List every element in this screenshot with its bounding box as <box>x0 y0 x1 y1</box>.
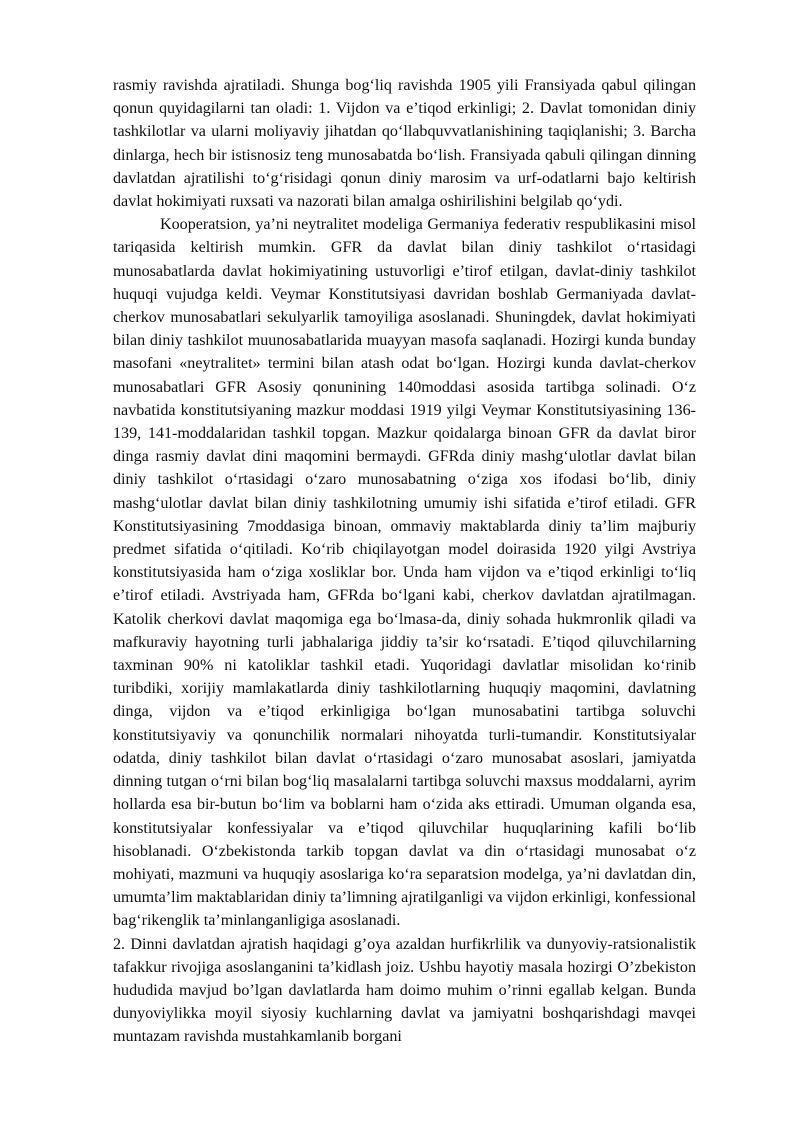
document-page <box>113 74 696 1049</box>
paragraph-separation-idea: 2. Dinni davlatdan ajratish haqidagi g’oya azaldan hurfikrlilik va dunyoviy-ratsionalistik tafakkur rivojiga asoslanganini ta’kidlash joiz. Ushbu hayotiy masala hozirgi O’zbekiston hududida mavjud bo’lgan davlatlarda ham doimo muhim o’rinni egallab kelgan. Bunda dunyoviylikka moyil siyosiy kuchlarning davlat va jamiyatni boshqarishdagi mavqei muntazam ravishda mustahkamlanib borgani <box>113 935 696 1046</box>
paragraph-cooperation-model: Kooperatsion, ya’ni neytralitet modeliga Germaniya federativ respublikasini misol tariqasida keltirish mumkin. GFR da davlat bilan diniy tashkilot o‘rtasidagi munosabatlarda davlat hokimiyatining ustuvorligi e’tirof etilgan, davlat-diniy tashkilot huquqi vujudga keldi. Veymar Konstitutsiyasi davridan boshlab Germaniyada davlat-cherkov munosabatlari sekulyarlik tamoyiliga asoslanadi. Shuningdek, davlat hokimiyati bilan diniy tashkilot muunosabatlarida muayyan masofa saqlanadi. Hozirgi kunda bunday masofani «neytralitet» termini bilan atash odat bo‘lgan. Hozirgi kunda davlat-cherkov munosabatlari GFR Asosiy qonunining 140moddasi asosida tartibga solinadi. O‘z navbatida konstitutsiyaning mazkur moddasi 1919 yilgi Veymar Konstitutsiyasining 136-139, 141-moddalaridan tashkil topgan. Mazkur qoidalarga binoan GFR da davlat biror dinga rasmiy davlat dini maqomini bermaydi. GFRda diniy mashg‘ulotlar davlat bilan diniy tashkilot o‘rtasidagi o‘zaro munosabatning o‘ziga xos ifodasi bo‘lib, diniy mashg‘ulotlar davlat bilan diniy tashkilotning umumiy ishi sifatida e’tirof etiladi. GFR Konstitutsiyasining 7moddasiga binoan, ommaviy maktablarda diniy ta’lim majburiy predmet sifatida o‘qitiladi. Ko‘rib chiqilayotgan model doirasida 1920 yilgi Avstriya konstitutsiyasida ham o‘ziga xosliklar bor. Unda ham vijdon va e’tiqod erkinligi to‘liq e’tirof etiladi. Avstriyada ham, GFRda bo‘lgani kabi, cherkov davlatdan ajratilmagan. Katolik cherkovi davlat maqomiga ega bo‘lmasa-da, diniy sohada hukmronlik qiladi va mafkuraviy hayotning turli jabhalariga jiddiy ta’sir ko‘rsatadi. E’tiqod qiluvchilarning taxminan 90% ni katoliklar tashkil etadi. Yuqoridagi davlatlar misolidan ko‘rinib turibdiki, xorijiy mamlakatlarda diniy tashkilotlarning huquqiy maqomini, davlatning dinga, vijdon va e’tiqod erkinligiga bo‘lgan munosabatini tartibga soluvchi konstitutsiyaviy va qonunchilik normalari nihoyatda turli-tumandir. Konstitutsiyalar odatda, diniy tashkilot bilan davlat o‘rtasidagi o‘zaro munosabat asoslari, jamiyatda dinning tutgan o‘rni bilan bog‘liq masalalarni tartibga soluvchi maxsus moddalarni, ayrim hollarda esa bir-butun bo‘lim va boblarni ham o‘zida aks ettiradi. Umuman olganda esa, konstitutsiyalar konfessiyalar va e’tiqod qiluvchilar huquqlarining kafili bo‘lib hisoblanadi. O‘zbekistonda tarkib topgan davlat va din o‘rtasidagi munosabat o‘z mohiyati, mazmuni va huquqiy asoslariga ko‘ra separatsion modelga, ya’ni davlatdan din, umumta’lim maktablaridan diniy ta’limning ajratilganligi va vijdon erkinligi, konfessional bag‘rikenglik ta’minlanganligiga asoslanadi. <box>113 216 696 930</box>
paragraph-france-law: rasmiy ravishda ajratiladi. Shunga bog‘liq ravishda 1905 yili Fransiyada qabul qilingan qonun quyidagilarni tan oladi: 1. Vijdon va e’tiqod erkinligi; 2. Davlat tomonidan diniy tashkilotlar va ularni moliyaviy jihatdan qo‘llabquvvatlanishining taqiqlanishi; 3. Barcha dinlarga, hech bir istisnosiz teng munosabatda bo‘lish. Fransiyada qabuli qilingan dinning davlatdan ajratilishi to‘g‘risidagi qonun diniy marosim va urf-odatlarni bajo keltirish davlat hokimiyati ruxsati va nazorati bilan amalga oshirilishini belgilab qo‘ydi. <box>113 77 696 211</box>
